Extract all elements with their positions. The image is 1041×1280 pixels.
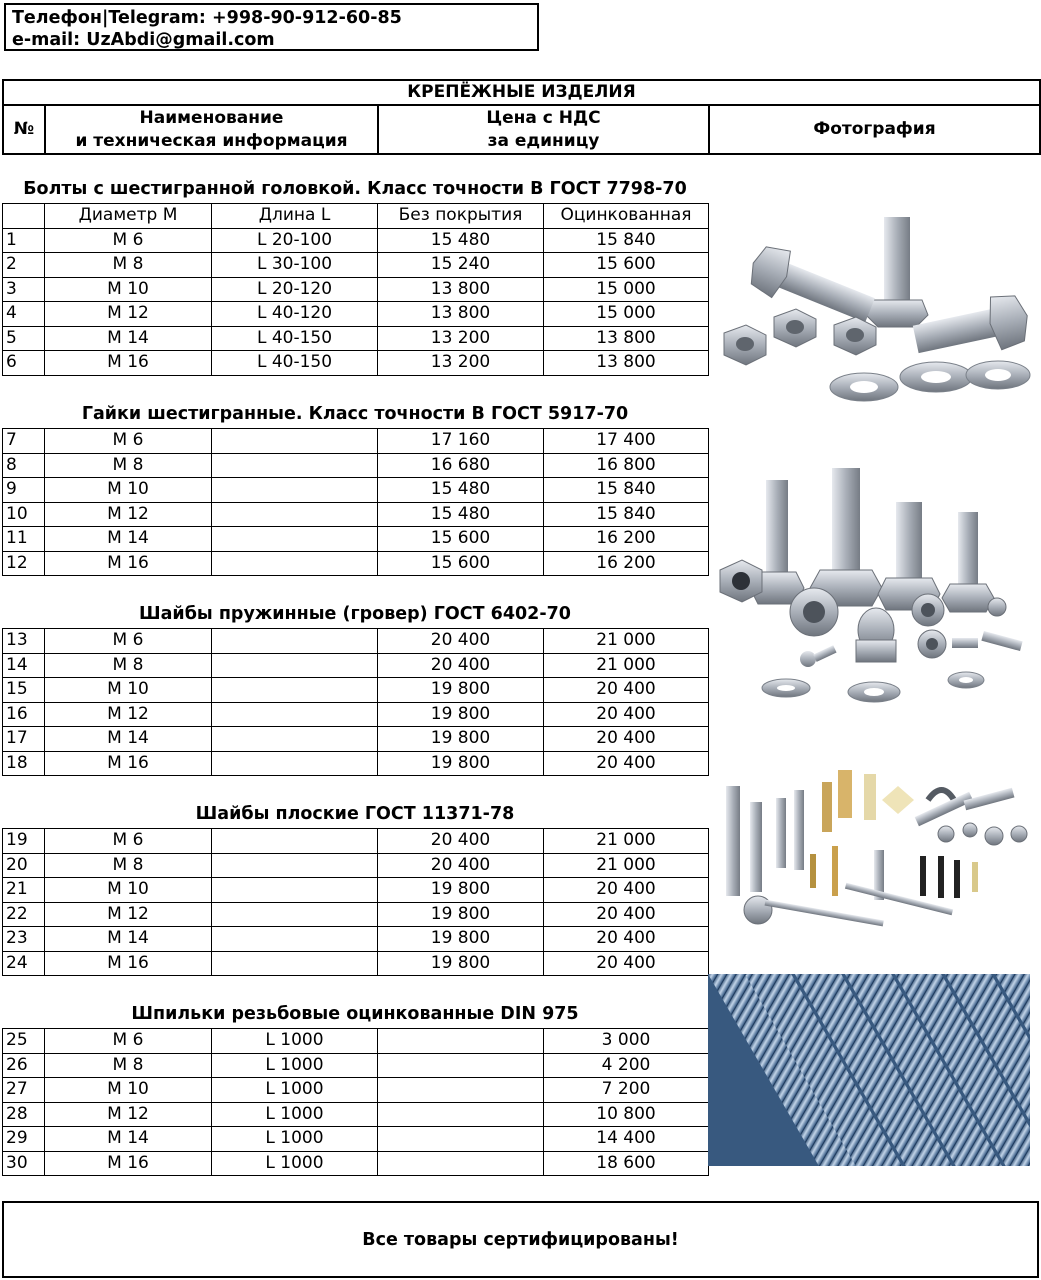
price-plain-cell: 20 400 xyxy=(378,653,544,678)
price-zinc-cell: 3 000 xyxy=(544,1029,709,1054)
row-number: 23 xyxy=(3,927,45,952)
length-cell: L 1000 xyxy=(212,1151,378,1176)
length-cell xyxy=(212,653,378,678)
diameter-cell: М 10 xyxy=(45,878,212,903)
table-row xyxy=(3,1127,709,1152)
length-cell xyxy=(212,951,378,976)
photo-threaded-rods xyxy=(708,974,1030,1166)
table-row xyxy=(3,853,709,878)
price-table-threaded-rods xyxy=(2,1028,709,1176)
diameter-cell: М 16 xyxy=(45,951,212,976)
table-row xyxy=(3,453,709,478)
table-row xyxy=(3,326,709,351)
table-row xyxy=(3,527,709,552)
row-number: 18 xyxy=(3,751,45,776)
length-cell xyxy=(212,527,378,552)
row-number: 13 xyxy=(3,629,45,654)
diameter-cell: М 12 xyxy=(45,902,212,927)
price-plain-cell: 19 800 xyxy=(378,951,544,976)
row-number: 29 xyxy=(3,1127,45,1152)
table-row xyxy=(3,478,709,503)
price-plain-cell: 19 800 xyxy=(378,751,544,776)
length-cell xyxy=(212,878,378,903)
table-row xyxy=(3,277,709,302)
row-number: 10 xyxy=(3,502,45,527)
row-number: 7 xyxy=(3,429,45,454)
price-plain-cell: 20 400 xyxy=(378,829,544,854)
row-number: 16 xyxy=(3,702,45,727)
row-number: 24 xyxy=(3,951,45,976)
row-number: 6 xyxy=(3,351,45,376)
col-name-header xyxy=(45,105,378,154)
section-title-threaded-rods: Шпильки резьбовые оцинкованные DIN 975 xyxy=(131,1004,579,1024)
row-number: 2 xyxy=(3,253,45,278)
diameter-cell: М 14 xyxy=(45,927,212,952)
col-price-line2: за единицу xyxy=(487,130,600,151)
photo-stainless-fasteners xyxy=(714,462,1034,712)
price-zinc-cell: 4 200 xyxy=(544,1053,709,1078)
length-cell xyxy=(212,727,378,752)
length-cell: L 1000 xyxy=(212,1029,378,1054)
price-plain-cell: 19 800 xyxy=(378,902,544,927)
diameter-cell: М 12 xyxy=(45,302,212,327)
length-cell: L 1000 xyxy=(212,1053,378,1078)
section-title-nuts: Гайки шестигранные. Класс точности В ГОСТ 5917-70 xyxy=(81,404,629,424)
row-number: 25 xyxy=(3,1029,45,1054)
col-number-header: № xyxy=(3,105,45,154)
length-cell: L 1000 xyxy=(212,1078,378,1103)
table-row xyxy=(3,727,709,752)
price-plain-cell xyxy=(378,1102,544,1127)
row-number: 21 xyxy=(3,878,45,903)
price-plain-cell xyxy=(378,1029,544,1054)
length-cell xyxy=(212,502,378,527)
table-row xyxy=(3,927,709,952)
length-cell: L 40-120 xyxy=(212,302,378,327)
section-title-bolts: Болты с шестигранной головкой. Класс точности В ГОСТ 7798-70 xyxy=(23,179,687,199)
length-cell: L 30-100 xyxy=(212,253,378,278)
row-number: 26 xyxy=(3,1053,45,1078)
price-zinc-cell: 16 200 xyxy=(544,551,709,576)
footer-certified-note xyxy=(2,1201,1039,1278)
row-number: 1 xyxy=(3,228,45,253)
diameter-cell: М 14 xyxy=(45,727,212,752)
subheader-cell: Без покрытия xyxy=(378,204,544,229)
price-plain-cell: 16 680 xyxy=(378,453,544,478)
table-row xyxy=(3,1029,709,1054)
price-plain-cell: 13 800 xyxy=(378,302,544,327)
diameter-cell: М 10 xyxy=(45,678,212,703)
price-zinc-cell: 17 400 xyxy=(544,429,709,454)
diameter-cell: М 14 xyxy=(45,1127,212,1152)
price-plain-cell: 15 480 xyxy=(378,478,544,503)
length-cell: L 20-100 xyxy=(212,228,378,253)
length-cell xyxy=(212,853,378,878)
price-plain-cell: 20 400 xyxy=(378,629,544,654)
row-number: 14 xyxy=(3,653,45,678)
price-plain-cell: 13 200 xyxy=(378,351,544,376)
price-zinc-cell: 15 840 xyxy=(544,228,709,253)
subheader-cell: Диаметр М xyxy=(45,204,212,229)
row-number: 3 xyxy=(3,277,45,302)
table-row xyxy=(3,629,709,654)
diameter-cell: М 10 xyxy=(45,277,212,302)
price-zinc-cell: 18 600 xyxy=(544,1151,709,1176)
diameter-cell: М 8 xyxy=(45,853,212,878)
diameter-cell: М 8 xyxy=(45,453,212,478)
price-zinc-cell: 15 840 xyxy=(544,478,709,503)
price-plain-cell: 15 480 xyxy=(378,228,544,253)
length-cell xyxy=(212,429,378,454)
length-cell xyxy=(212,678,378,703)
price-zinc-cell: 15 600 xyxy=(544,253,709,278)
price-zinc-cell: 14 400 xyxy=(544,1127,709,1152)
diameter-cell: М 12 xyxy=(45,502,212,527)
price-plain-cell: 19 800 xyxy=(378,678,544,703)
price-plain-cell: 19 800 xyxy=(378,878,544,903)
photo-screws-anchors xyxy=(714,764,1034,944)
price-zinc-cell: 21 000 xyxy=(544,629,709,654)
price-zinc-cell: 10 800 xyxy=(544,1102,709,1127)
diameter-cell: М 8 xyxy=(45,253,212,278)
photo-bolts xyxy=(714,205,1034,405)
diameter-cell: М 12 xyxy=(45,702,212,727)
table-row xyxy=(3,878,709,903)
price-zinc-cell: 15 000 xyxy=(544,277,709,302)
price-zinc-cell: 15 000 xyxy=(544,302,709,327)
length-cell: L 1000 xyxy=(212,1102,378,1127)
length-cell xyxy=(212,453,378,478)
table-row xyxy=(3,751,709,776)
length-cell: L 20-120 xyxy=(212,277,378,302)
table-row xyxy=(3,302,709,327)
price-plain-cell: 19 800 xyxy=(378,702,544,727)
price-zinc-cell: 20 400 xyxy=(544,878,709,903)
price-zinc-cell: 20 400 xyxy=(544,727,709,752)
table-row xyxy=(3,429,709,454)
length-cell: L 1000 xyxy=(212,1127,378,1152)
length-cell xyxy=(212,927,378,952)
price-zinc-cell: 7 200 xyxy=(544,1078,709,1103)
price-plain-cell: 13 200 xyxy=(378,326,544,351)
subheader-cell: Длина L xyxy=(212,204,378,229)
table-row xyxy=(3,678,709,703)
table-row xyxy=(3,829,709,854)
length-cell xyxy=(212,629,378,654)
table-row xyxy=(3,228,709,253)
price-zinc-cell: 20 400 xyxy=(544,902,709,927)
subheader-cell xyxy=(3,204,45,229)
price-plain-cell: 15 600 xyxy=(378,527,544,552)
row-number: 30 xyxy=(3,1151,45,1176)
section-title-flat-washers: Шайбы плоские ГОСТ 11371-78 xyxy=(195,804,515,824)
table-row xyxy=(3,951,709,976)
diameter-cell: М 6 xyxy=(45,228,212,253)
price-plain-cell: 20 400 xyxy=(378,853,544,878)
table-subheader-row xyxy=(3,204,709,229)
col-photo-header: Фотография xyxy=(709,105,1040,154)
table-row xyxy=(3,1053,709,1078)
price-zinc-cell: 21 000 xyxy=(544,653,709,678)
price-table-bolts xyxy=(2,203,709,376)
diameter-cell: М 8 xyxy=(45,653,212,678)
price-plain-cell: 19 800 xyxy=(378,927,544,952)
length-cell xyxy=(212,551,378,576)
diameter-cell: М 6 xyxy=(45,429,212,454)
table-row xyxy=(3,1151,709,1176)
table-row xyxy=(3,351,709,376)
contact-box xyxy=(4,3,539,51)
price-plain-cell: 17 160 xyxy=(378,429,544,454)
price-table-nuts xyxy=(2,428,709,576)
diameter-cell: М 16 xyxy=(45,351,212,376)
table-row xyxy=(3,551,709,576)
row-number: 17 xyxy=(3,727,45,752)
price-table-spring-washers xyxy=(2,628,709,776)
row-number: 28 xyxy=(3,1102,45,1127)
table-row xyxy=(3,653,709,678)
price-plain-cell xyxy=(378,1127,544,1152)
price-zinc-cell: 21 000 xyxy=(544,853,709,878)
price-zinc-cell: 20 400 xyxy=(544,927,709,952)
price-zinc-cell: 20 400 xyxy=(544,951,709,976)
table-row xyxy=(3,1102,709,1127)
row-number: 15 xyxy=(3,678,45,703)
table-row xyxy=(3,702,709,727)
price-plain-cell: 15 480 xyxy=(378,502,544,527)
diameter-cell: М 14 xyxy=(45,527,212,552)
footer-text: Все товары сертифицированы! xyxy=(362,1229,679,1250)
price-plain-cell: 15 240 xyxy=(378,253,544,278)
price-zinc-cell: 13 800 xyxy=(544,326,709,351)
row-number: 5 xyxy=(3,326,45,351)
table-row xyxy=(3,902,709,927)
col-price-line1: Цена с НДС xyxy=(486,107,601,128)
diameter-cell: М 10 xyxy=(45,1078,212,1103)
diameter-cell: М 16 xyxy=(45,751,212,776)
length-cell xyxy=(212,478,378,503)
row-number: 11 xyxy=(3,527,45,552)
price-zinc-cell: 20 400 xyxy=(544,751,709,776)
price-plain-cell: 13 800 xyxy=(378,277,544,302)
col-name-line1: Наименование xyxy=(139,107,284,128)
table-row xyxy=(3,502,709,527)
subheader-cell: Оцинкованная xyxy=(544,204,709,229)
price-zinc-cell: 20 400 xyxy=(544,678,709,703)
diameter-cell: М 8 xyxy=(45,1053,212,1078)
price-zinc-cell: 13 800 xyxy=(544,351,709,376)
length-cell: L 40-150 xyxy=(212,351,378,376)
col-name-line2: и техническая информация xyxy=(75,130,348,151)
header-table xyxy=(2,79,1041,155)
price-plain-cell xyxy=(378,1053,544,1078)
price-plain-cell xyxy=(378,1078,544,1103)
price-zinc-cell: 15 840 xyxy=(544,502,709,527)
row-number: 19 xyxy=(3,829,45,854)
row-number: 4 xyxy=(3,302,45,327)
email-line: e-mail: UzAbdi@gmail.com xyxy=(12,30,275,50)
diameter-cell: М 12 xyxy=(45,1102,212,1127)
price-table-flat-washers xyxy=(2,828,709,976)
price-zinc-cell: 16 800 xyxy=(544,453,709,478)
row-number: 9 xyxy=(3,478,45,503)
length-cell xyxy=(212,702,378,727)
row-number: 20 xyxy=(3,853,45,878)
diameter-cell: М 6 xyxy=(45,629,212,654)
catalog-title: КРЕПЁЖНЫЕ ИЗДЕЛИЯ xyxy=(3,80,1040,105)
price-zinc-cell: 21 000 xyxy=(544,829,709,854)
price-zinc-cell: 20 400 xyxy=(544,702,709,727)
row-number: 12 xyxy=(3,551,45,576)
price-plain-cell xyxy=(378,1151,544,1176)
price-plain-cell: 15 600 xyxy=(378,551,544,576)
row-number: 22 xyxy=(3,902,45,927)
length-cell xyxy=(212,902,378,927)
diameter-cell: М 16 xyxy=(45,551,212,576)
length-cell xyxy=(212,829,378,854)
col-price-header xyxy=(378,105,709,154)
table-row xyxy=(3,1078,709,1103)
length-cell: L 40-150 xyxy=(212,326,378,351)
table-row xyxy=(3,253,709,278)
diameter-cell: М 6 xyxy=(45,829,212,854)
row-number: 8 xyxy=(3,453,45,478)
phone-line: Телефон|Telegram: +998-90-912-60-85 xyxy=(12,8,402,28)
length-cell xyxy=(212,751,378,776)
diameter-cell: М 6 xyxy=(45,1029,212,1054)
section-title-spring-washers: Шайбы пружинные (гровер) ГОСТ 6402-70 xyxy=(139,604,571,624)
diameter-cell: М 16 xyxy=(45,1151,212,1176)
diameter-cell: М 14 xyxy=(45,326,212,351)
row-number: 27 xyxy=(3,1078,45,1103)
diameter-cell: М 10 xyxy=(45,478,212,503)
price-zinc-cell: 16 200 xyxy=(544,527,709,552)
price-plain-cell: 19 800 xyxy=(378,727,544,752)
